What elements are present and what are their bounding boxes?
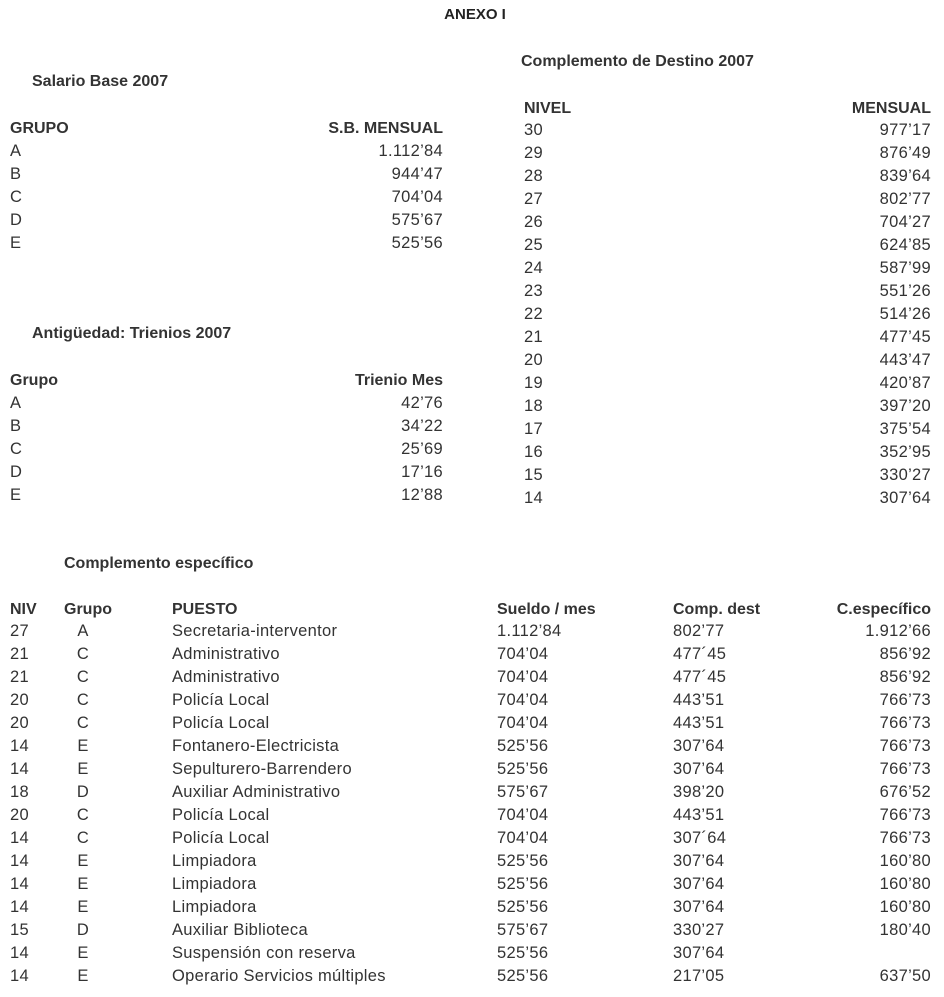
especifico-cell-puesto: Auxiliar Administrativo [172, 783, 341, 801]
destino-cell-value: 977’17 [879, 121, 931, 139]
destino-cell-value: 375’54 [879, 420, 931, 438]
especifico-cell-sueldo: 575’67 [497, 783, 549, 801]
especifico-cell-puesto: Policía Local [172, 691, 270, 709]
destino-cell-key: 25 [524, 236, 543, 254]
destino-header-nivel: NIVEL [524, 100, 572, 117]
especifico-cell-grupo: E [77, 852, 89, 870]
antiguedad-cell-value: 34’22 [401, 417, 443, 435]
especifico-cell-c-especifico: 766’73 [879, 691, 931, 709]
especifico-cell-puesto: Fontanero-Electricista [172, 737, 340, 755]
especifico-cell-grupo: C [76, 806, 90, 824]
especifico-cell-puesto: Operario Servicios múltiples [172, 967, 386, 985]
destino-cell-value: 802’77 [879, 190, 931, 208]
especifico-cell-comp-dest: 307´64 [673, 829, 727, 847]
especifico-cell-niv: 18 [10, 783, 29, 801]
especifico-cell-puesto: Sepulturero-Barrendero [172, 760, 352, 778]
salario-base-header-mensual: S.B. MENSUAL [328, 120, 443, 137]
antiguedad-cell-key: D [10, 463, 23, 481]
destino-cell-value: 514’26 [879, 305, 931, 323]
destino-cell-value: 477’45 [879, 328, 931, 346]
especifico-cell-puesto: Limpiadora [172, 898, 257, 916]
antiguedad-cell-value: 12’88 [401, 486, 443, 504]
destino-header-mensual: MENSUAL [851, 100, 931, 117]
antiguedad-cell-key: A [10, 394, 22, 412]
destino-cell-key: 16 [524, 443, 543, 461]
especifico-cell-comp-dest: 307’64 [673, 875, 725, 893]
especifico-cell-comp-dest: 398’20 [673, 783, 725, 801]
especifico-cell-niv: 14 [10, 898, 29, 916]
especifico-cell-c-especifico: 766’73 [879, 714, 931, 732]
destino-cell-value: 624’85 [879, 236, 931, 254]
destino-cell-value: 443’47 [879, 351, 931, 369]
destino-cell-key: 26 [524, 213, 543, 231]
especifico-header-grupo: Grupo [64, 601, 112, 618]
especifico-cell-grupo: E [77, 760, 89, 778]
especifico-cell-c-especifico: 180’40 [879, 921, 931, 939]
especifico-cell-grupo: C [76, 645, 90, 663]
especifico-cell-comp-dest: 443’51 [673, 806, 725, 824]
destino-cell-key: 23 [524, 282, 543, 300]
antiguedad-cell-value: 17’16 [401, 463, 443, 481]
especifico-cell-c-especifico: 160’80 [879, 875, 931, 893]
salario-base-cell-value: 1.112’84 [378, 142, 443, 160]
especifico-cell-comp-dest: 307’64 [673, 760, 725, 778]
especifico-cell-comp-dest: 307’64 [673, 898, 725, 916]
destino-cell-value: 839’64 [879, 167, 931, 185]
destino-cell-value: 420’87 [879, 374, 931, 392]
salario-base-cell-value: 704’04 [391, 188, 443, 206]
especifico-cell-comp-dest: 443’51 [673, 691, 725, 709]
especifico-cell-niv: 14 [10, 967, 29, 985]
especifico-cell-niv: 14 [10, 760, 29, 778]
especifico-cell-sueldo: 575’67 [497, 921, 549, 939]
destino-cell-key: 19 [524, 374, 543, 392]
page-title: ANEXO I [444, 6, 506, 23]
especifico-cell-c-especifico: 766’73 [879, 737, 931, 755]
especifico-cell-grupo: A [77, 622, 89, 640]
especifico-cell-puesto: Suspensión con reserva [172, 944, 356, 962]
especifico-header-puesto: PUESTO [172, 601, 238, 618]
especifico-cell-sueldo: 1.112’84 [497, 622, 562, 640]
destino-cell-key: 28 [524, 167, 543, 185]
especifico-header-niv: NIV [10, 601, 37, 618]
especifico-cell-puesto: Policía Local [172, 806, 270, 824]
especifico-cell-grupo: E [77, 967, 89, 985]
salario-base-cell-key: B [10, 165, 22, 183]
especifico-cell-c-especifico: 160’80 [879, 898, 931, 916]
especifico-cell-grupo: C [76, 714, 90, 732]
destino-cell-value: 352’95 [879, 443, 931, 461]
salario-base-cell-value: 525’56 [391, 234, 443, 252]
especifico-header-c-especifico: C.específico [836, 601, 931, 618]
especifico-header-sueldo: Sueldo / mes [497, 601, 596, 618]
salario-base-cell-value: 944’47 [391, 165, 443, 183]
antiguedad-cell-key: B [10, 417, 22, 435]
especifico-cell-puesto: Policía Local [172, 829, 270, 847]
especifico-header-comp-dest: Comp. dest [673, 601, 761, 618]
especifico-cell-niv: 14 [10, 875, 29, 893]
especifico-cell-niv: 15 [10, 921, 29, 939]
destino-cell-key: 14 [524, 489, 543, 507]
especifico-cell-niv: 21 [10, 645, 29, 663]
especifico-cell-sueldo: 704’04 [497, 806, 549, 824]
especifico-cell-niv: 20 [10, 691, 29, 709]
especifico-cell-sueldo: 525’56 [497, 875, 549, 893]
salario-base-title: Salario Base 2007 [32, 73, 169, 90]
especifico-cell-comp-dest: 477´45 [673, 645, 727, 663]
especifico-cell-grupo: C [76, 829, 90, 847]
especifico-cell-puesto: Auxiliar Biblioteca [172, 921, 308, 939]
especifico-cell-c-especifico: 1.912’66 [865, 622, 931, 640]
especifico-title: Complemento específico [64, 555, 254, 572]
destino-cell-value: 704’27 [879, 213, 931, 231]
destino-cell-key: 30 [524, 121, 543, 139]
especifico-cell-sueldo: 704’04 [497, 645, 549, 663]
especifico-cell-niv: 27 [10, 622, 29, 640]
especifico-cell-comp-dest: 443’51 [673, 714, 725, 732]
especifico-cell-niv: 14 [10, 944, 29, 962]
especifico-cell-sueldo: 525’56 [497, 760, 549, 778]
antiguedad-header-trienio: Trienio Mes [354, 372, 443, 389]
salario-base-cell-value: 575’67 [391, 211, 443, 229]
especifico-cell-sueldo: 704’04 [497, 714, 549, 732]
especifico-cell-puesto: Limpiadora [172, 875, 257, 893]
especifico-cell-c-especifico: 766’73 [879, 829, 931, 847]
antiguedad-cell-key: E [10, 486, 22, 504]
especifico-cell-sueldo: 704’04 [497, 829, 549, 847]
destino-cell-key: 27 [524, 190, 543, 208]
especifico-cell-c-especifico: 766’73 [879, 806, 931, 824]
destino-cell-key: 15 [524, 466, 543, 484]
destino-cell-value: 330’27 [879, 466, 931, 484]
especifico-cell-grupo: D [76, 921, 90, 939]
destino-cell-key: 21 [524, 328, 543, 346]
especifico-cell-c-especifico: 637’50 [879, 967, 931, 985]
destino-cell-value: 307’64 [879, 489, 931, 507]
antiguedad-header-grupo: Grupo [10, 372, 58, 389]
especifico-cell-sueldo: 704’04 [497, 668, 549, 686]
especifico-cell-c-especifico: 160’80 [879, 852, 931, 870]
especifico-cell-puesto: Secretaria-interventor [172, 622, 338, 640]
destino-cell-key: 24 [524, 259, 543, 277]
especifico-cell-niv: 20 [10, 714, 29, 732]
especifico-cell-comp-dest: 307’64 [673, 737, 725, 755]
especifico-cell-sueldo: 704’04 [497, 691, 549, 709]
especifico-cell-grupo: D [76, 783, 90, 801]
destino-title: Complemento de Destino 2007 [521, 53, 754, 70]
especifico-cell-comp-dest: 802’77 [673, 622, 725, 640]
destino-cell-value: 551’26 [879, 282, 931, 300]
especifico-cell-comp-dest: 217’05 [673, 967, 725, 985]
especifico-cell-comp-dest: 477´45 [673, 668, 727, 686]
destino-cell-key: 17 [524, 420, 543, 438]
salario-base-cell-key: C [10, 188, 23, 206]
especifico-cell-puesto: Policía Local [172, 714, 270, 732]
especifico-cell-comp-dest: 307’64 [673, 944, 725, 962]
especifico-cell-niv: 14 [10, 852, 29, 870]
especifico-cell-niv: 21 [10, 668, 29, 686]
especifico-cell-sueldo: 525’56 [497, 737, 549, 755]
especifico-cell-c-especifico: 676’52 [879, 783, 931, 801]
destino-cell-value: 397’20 [879, 397, 931, 415]
especifico-cell-grupo: E [77, 737, 89, 755]
antiguedad-title: Antigüedad: Trienios 2007 [32, 325, 232, 342]
especifico-cell-c-especifico: 856’92 [879, 668, 931, 686]
destino-cell-value: 876’49 [879, 144, 931, 162]
especifico-cell-niv: 20 [10, 806, 29, 824]
especifico-cell-grupo: E [77, 944, 89, 962]
salario-base-cell-key: E [10, 234, 22, 252]
destino-cell-key: 18 [524, 397, 543, 415]
especifico-cell-grupo: C [76, 668, 90, 686]
especifico-cell-niv: 14 [10, 829, 29, 847]
antiguedad-cell-key: C [10, 440, 23, 458]
destino-cell-key: 29 [524, 144, 543, 162]
especifico-cell-puesto: Administrativo [172, 668, 280, 686]
salario-base-header-grupo: GRUPO [10, 120, 69, 137]
antiguedad-cell-value: 25’69 [401, 440, 443, 458]
especifico-cell-c-especifico: 766’73 [879, 760, 931, 778]
especifico-cell-grupo: E [77, 875, 89, 893]
especifico-cell-grupo: C [76, 691, 90, 709]
especifico-cell-c-especifico: 856’92 [879, 645, 931, 663]
destino-cell-key: 20 [524, 351, 543, 369]
especifico-cell-sueldo: 525’56 [497, 944, 549, 962]
especifico-cell-sueldo: 525’56 [497, 852, 549, 870]
especifico-cell-sueldo: 525’56 [497, 898, 549, 916]
especifico-cell-comp-dest: 307’64 [673, 852, 725, 870]
especifico-cell-sueldo: 525’56 [497, 967, 549, 985]
salario-base-cell-key: D [10, 211, 23, 229]
especifico-cell-comp-dest: 330’27 [673, 921, 725, 939]
destino-cell-key: 22 [524, 305, 543, 323]
especifico-cell-niv: 14 [10, 737, 29, 755]
especifico-cell-grupo: E [77, 898, 89, 916]
destino-cell-value: 587’99 [879, 259, 931, 277]
antiguedad-cell-value: 42’76 [401, 394, 443, 412]
especifico-cell-puesto: Limpiadora [172, 852, 257, 870]
salario-base-cell-key: A [10, 142, 22, 160]
especifico-cell-puesto: Administrativo [172, 645, 280, 663]
